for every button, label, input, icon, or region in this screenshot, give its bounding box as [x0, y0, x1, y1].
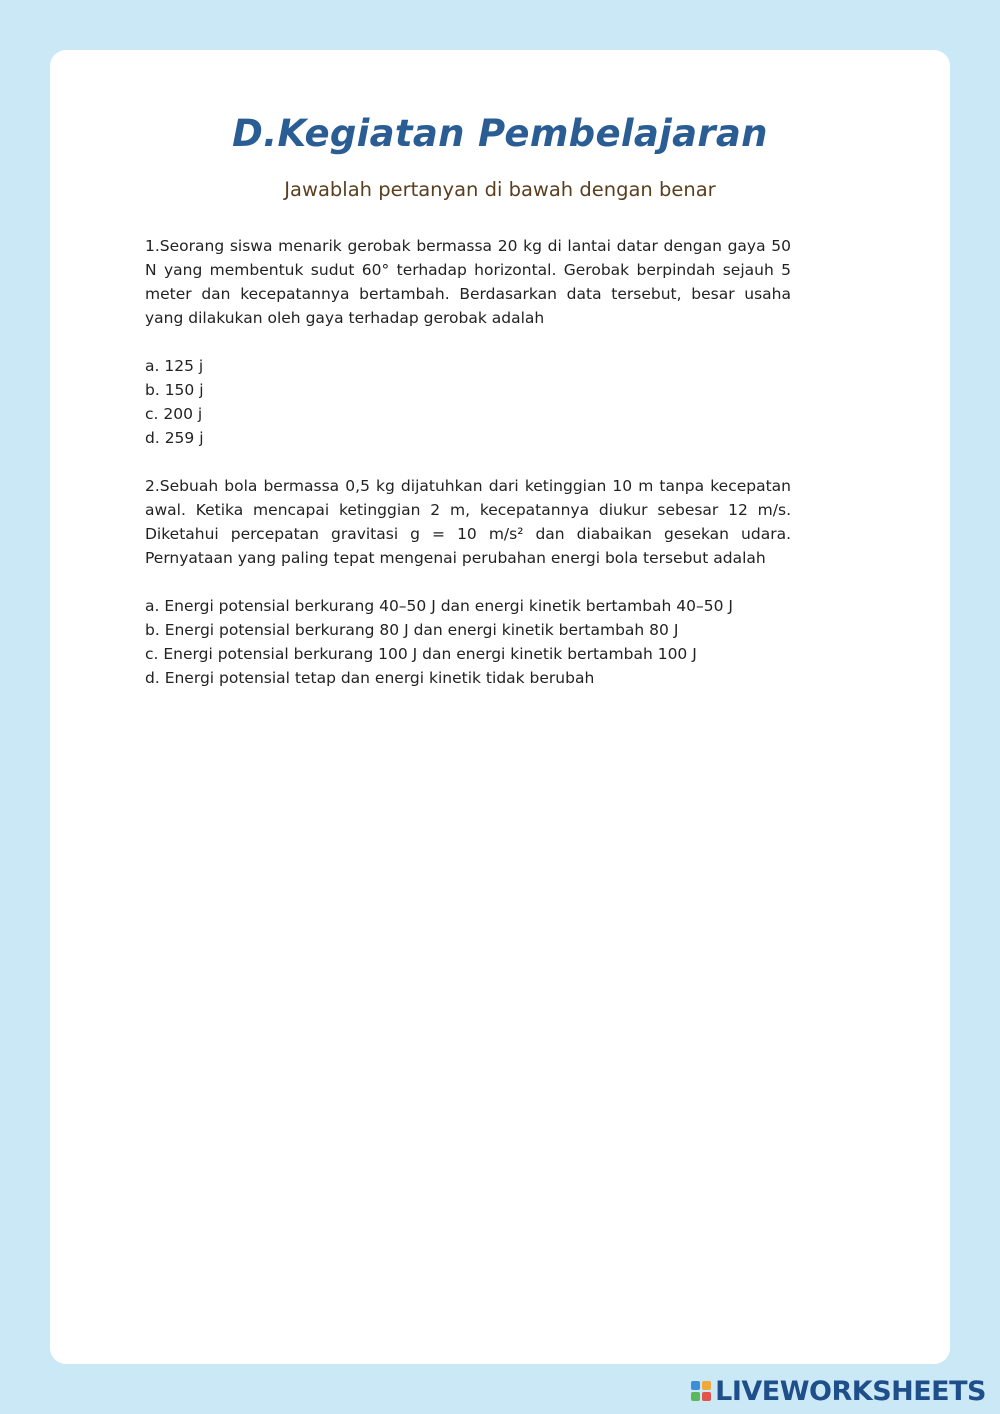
question-2-option-d: d. Energi potensial tetap dan energi kinetik tidak berubah: [145, 669, 595, 687]
question-2-option-a: a. Energi potensial berkurang 40–50 J dan energi kinetik bertambah 40–50 J: [145, 597, 733, 615]
question-2-option-c: c. Energi potensial berkurang 100 J dan energi kinetik bertambah 100 J: [145, 645, 697, 663]
question-1-text: 1.Seorang siswa menarik gerobak bermassa 20 kg di lantai datar dengan gaya 50 N yang membentuk sudut 60° terhadap horizontal. Gerobak berpindah sejauh 5 meter dan kecepatannya bertambah. Berdasarkan data tersebut, besar usaha yang dilakukan oleh gaya terhadap gerobak adalah: [145, 237, 791, 327]
question-2-text: 2.Sebuah bola bermassa 0,5 kg dijatuhkan dari ketinggian 10 m tanpa kecepatan awal. Ketika mencapai ketinggian 2 m, kecepatannya diukur sebesar 12 m/s. Diketahui percepatan gravitasi g = 10 m/s² dan diabaikan gesekan udara. Pernyataan yang paling tepat mengenai perubahan energi bola tersebut adalah: [145, 477, 791, 567]
liveworksheets-logo-text: LIVEWORKSHEETS: [715, 1375, 986, 1407]
question-1-option-d: d. 259 j: [145, 429, 204, 447]
page-subtitle: Jawablah pertanyan di bawah dengan benar: [284, 178, 716, 201]
question-1-option-c: c. 200 j: [145, 405, 203, 423]
question-2-option-b: b. Energi potensial berkurang 80 J dan energi kinetik bertambah 80 J: [145, 621, 679, 639]
logo-tile-icon: [702, 1392, 711, 1401]
question-1-option-a: a. 125 j: [145, 357, 204, 375]
question-2-options: [145, 594, 845, 690]
logo-tile-icon: [691, 1392, 700, 1401]
logo-tile-icon: [702, 1381, 711, 1390]
liveworksheets-logo: [691, 1374, 986, 1408]
liveworksheets-logo-icon: [691, 1381, 711, 1401]
question-1-option-b: b. 150 j: [145, 381, 204, 399]
question-1-options: [145, 354, 845, 450]
logo-tile-icon: [691, 1381, 700, 1390]
page-title: D.Kegiatan Pembelajaran: [232, 112, 768, 155]
